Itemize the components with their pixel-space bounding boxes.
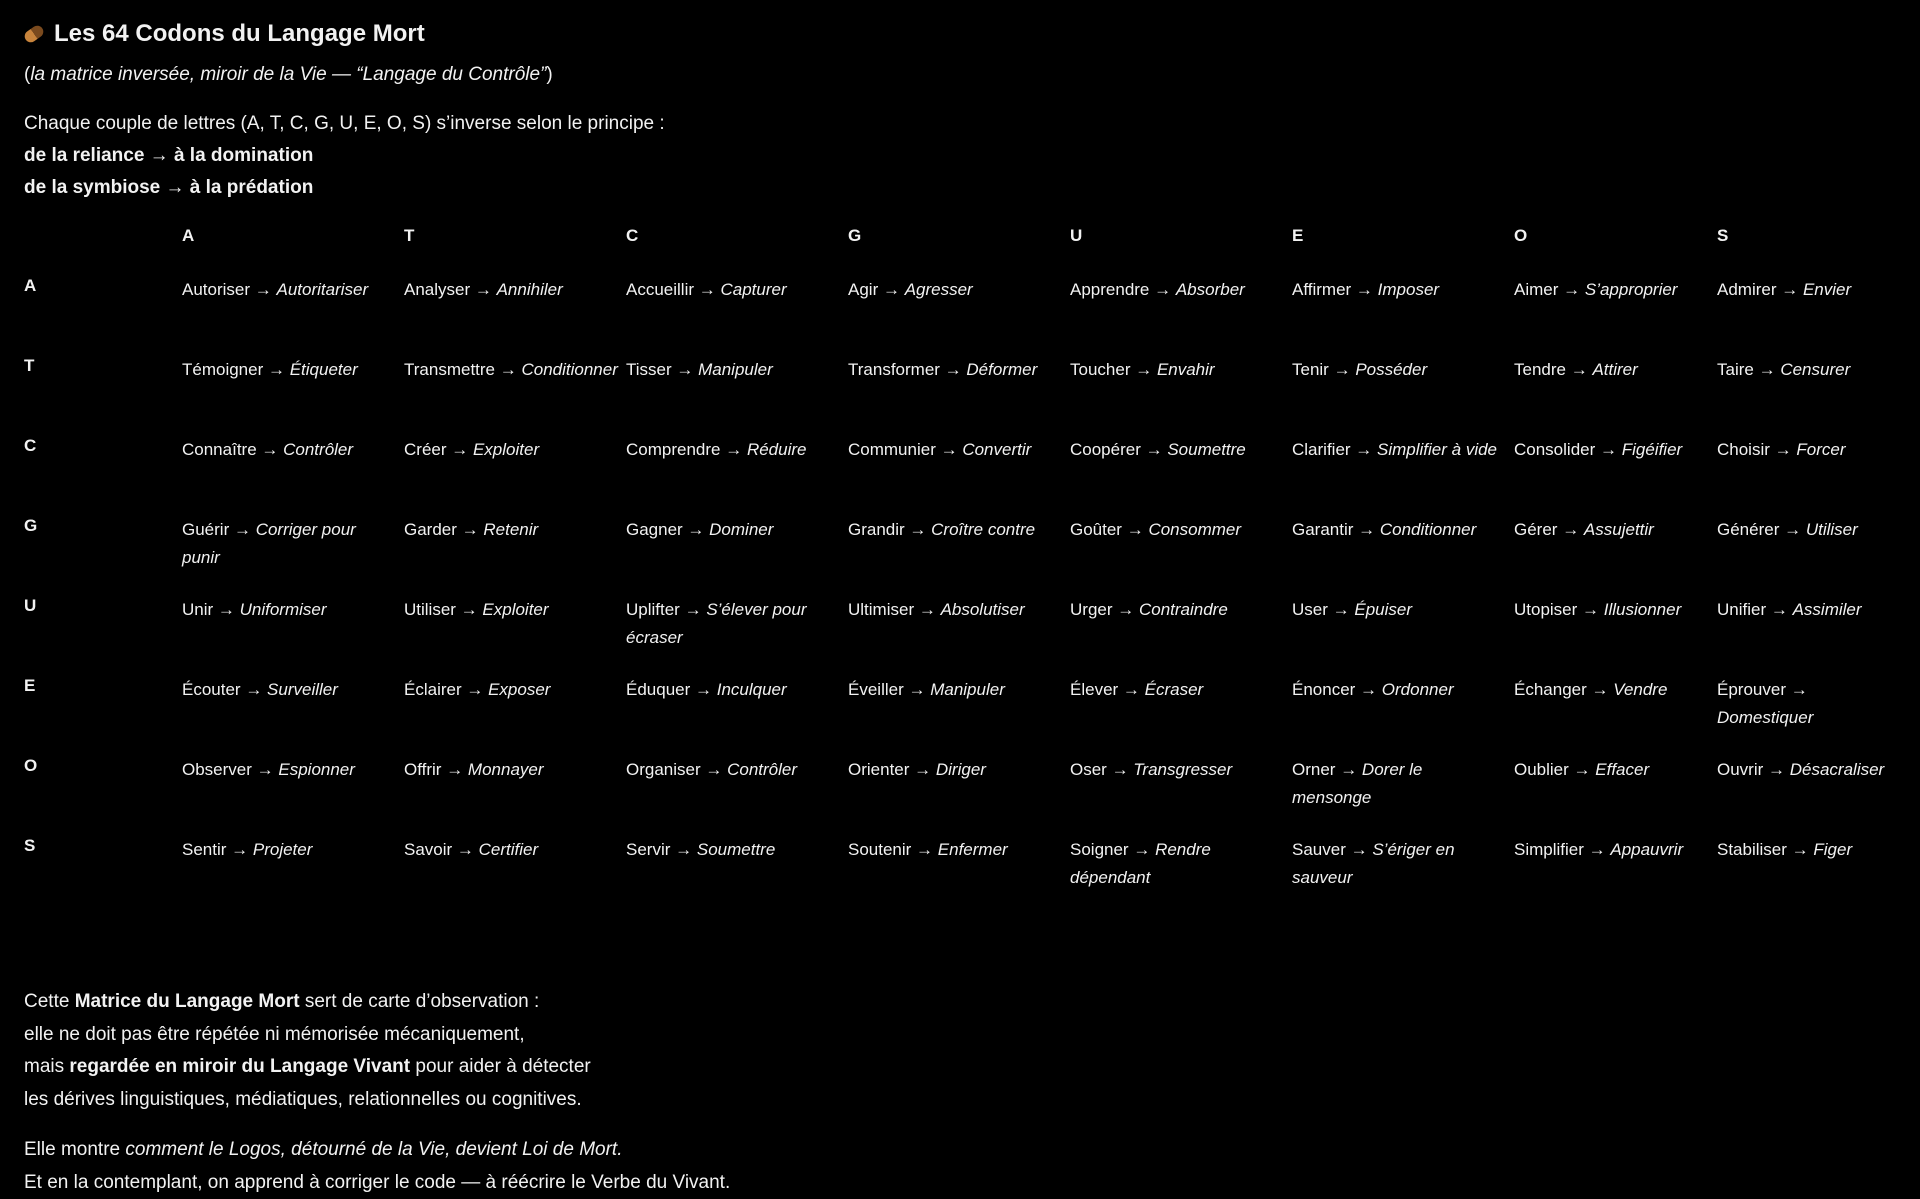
codon-to: Soumettre — [697, 840, 775, 859]
codon-cell: Sauver → S’ériger en sauveur — [1292, 830, 1514, 910]
codon-from: Analyser — [404, 280, 470, 299]
codon-to: Figer — [1813, 840, 1852, 859]
codon-from: Accueillir — [626, 280, 694, 299]
matrix-row — [24, 350, 1907, 430]
codon-to: Envier — [1803, 280, 1851, 299]
codon-cell: Organiser → Contrôler — [626, 750, 848, 830]
codon-from: Organiser — [626, 760, 701, 779]
pill-icon — [22, 23, 45, 44]
codon-from: Taire — [1717, 360, 1754, 379]
codon-cell: Coopérer → Soumettre — [1070, 430, 1292, 510]
codon-cell: Gérer → Assujettir — [1514, 510, 1717, 590]
codon-cell: Éprouver → Domestiquer — [1717, 670, 1907, 750]
codon-from: Clarifier — [1292, 440, 1351, 459]
subtitle-italic: la matrice inversée, miroir de la Vie — “Langage du Contrôle” — [30, 64, 546, 85]
codon-cell: Utopiser → Illusionner — [1514, 590, 1717, 670]
outro-text: sert de carte d’observation : — [300, 991, 540, 1012]
codon-to: Consommer — [1148, 520, 1241, 539]
codon-from: Simplifier — [1514, 840, 1584, 859]
matrix-row — [24, 830, 1907, 910]
codon-to: Autoritariser — [276, 280, 368, 299]
matrix-row — [24, 670, 1907, 750]
codon-from: Unifier — [1717, 600, 1766, 619]
codon-to: Utiliser — [1806, 520, 1858, 539]
codon-to: Absolutiser — [941, 600, 1025, 619]
codon-to: Étiqueter — [290, 360, 358, 379]
column-header: T — [404, 226, 626, 270]
outro-text: Cette — [24, 991, 75, 1012]
codon-from: Toucher — [1070, 360, 1130, 379]
outro-line-1 — [24, 986, 1920, 1019]
codon-to: Assimiler — [1793, 600, 1862, 619]
intro-line-2: de la reliance → à la domination — [24, 140, 1920, 172]
codon-cell: Apprendre → Absorber — [1070, 270, 1292, 350]
intro-line-3: de la symbiose → à la prédation — [24, 172, 1920, 204]
codon-cell: Élever → Écraser — [1070, 670, 1292, 750]
codon-matrix — [24, 226, 1907, 910]
codon-from: Stabiliser — [1717, 840, 1787, 859]
codon-to: Attirer — [1592, 360, 1637, 379]
codon-from: Éprouver — [1717, 680, 1786, 699]
codon-from: Garantir — [1292, 520, 1353, 539]
codon-to: Certifier — [479, 840, 539, 859]
codon-cell: Communier → Convertir — [848, 430, 1070, 510]
codon-to: Dorer le mensonge — [1292, 760, 1422, 807]
codon-to: Déformer — [966, 360, 1037, 379]
outro-bold: Matrice du Langage Mort — [75, 991, 300, 1012]
codon-from: Transmettre — [404, 360, 495, 379]
codon-from: Transformer — [848, 360, 940, 379]
codon-cell: Guérir → Corriger pour punir — [182, 510, 404, 590]
codon-to: Posséder — [1355, 360, 1427, 379]
codon-from: Comprendre — [626, 440, 721, 459]
subtitle — [24, 62, 1920, 88]
outro-italic: comment le Logos, détourné de la Vie, devient Loi de Mort. — [125, 1139, 622, 1160]
codon-cell: User → Épuiser — [1292, 590, 1514, 670]
codon-cell: Orienter → Diriger — [848, 750, 1070, 830]
row-header: O — [24, 750, 182, 830]
row-header: U — [24, 590, 182, 670]
codon-cell: Autoriser → Autoritariser — [182, 270, 404, 350]
codon-cell: Tisser → Manipuler — [626, 350, 848, 430]
codon-cell: Simplifier → Appauvrir — [1514, 830, 1717, 910]
matrix-body — [24, 270, 1907, 910]
codon-cell: Orner → Dorer le mensonge — [1292, 750, 1514, 830]
codon-from: Soutenir — [848, 840, 911, 859]
codon-to: Figéifier — [1622, 440, 1682, 459]
codon-to: Diriger — [936, 760, 986, 779]
codon-to: Exploiter — [473, 440, 539, 459]
codon-cell: Écouter → Surveiller — [182, 670, 404, 750]
codon-to: Transgresser — [1133, 760, 1232, 779]
codon-from: Écouter — [182, 680, 241, 699]
outro-line-4: les dérives linguistiques, médiatiques, relationnelles ou cognitives. — [24, 1084, 1920, 1117]
matrix-row — [24, 750, 1907, 830]
outro-closing — [24, 1134, 1920, 1199]
codon-from: Tenir — [1292, 360, 1329, 379]
codon-from: Soigner — [1070, 840, 1129, 859]
subtitle-close: ) — [546, 64, 552, 85]
codon-cell: Goûter → Consommer — [1070, 510, 1292, 590]
codon-from: Coopérer — [1070, 440, 1141, 459]
codon-to: Agresser — [905, 280, 973, 299]
codon-from: Admirer — [1717, 280, 1777, 299]
matrix-row — [24, 430, 1907, 510]
codon-from: Éduquer — [626, 680, 690, 699]
codon-cell: Échanger → Vendre — [1514, 670, 1717, 750]
row-header: E — [24, 670, 182, 750]
codon-from: Grandir — [848, 520, 905, 539]
intro-line-1: Chaque couple de lettres (A, T, C, G, U, E, O, S) s’inverse selon le principe : — [24, 108, 1920, 140]
codon-cell: Éclairer → Exposer — [404, 670, 626, 750]
codon-cell: Accueillir → Capturer — [626, 270, 848, 350]
codon-cell: Consolider → Figéifier — [1514, 430, 1717, 510]
column-header: O — [1514, 226, 1717, 270]
codon-from: Éveiller — [848, 680, 904, 699]
codon-to: Effacer — [1595, 760, 1649, 779]
codon-cell: Admirer → Envier — [1717, 270, 1907, 350]
codon-to: Réduire — [747, 440, 807, 459]
codon-from: Gagner — [626, 520, 683, 539]
codon-cell: Offrir → Monnayer — [404, 750, 626, 830]
codon-cell: Agir → Agresser — [848, 270, 1070, 350]
codon-from: Servir — [626, 840, 670, 859]
outro-text: mais — [24, 1056, 69, 1077]
column-header: C — [626, 226, 848, 270]
codon-from: Goûter — [1070, 520, 1122, 539]
codon-to: Domestiquer — [1717, 708, 1813, 727]
outro-text: Elle montre — [24, 1139, 125, 1160]
matrix-corner — [24, 226, 182, 270]
codon-to: Écraser — [1145, 680, 1204, 699]
codon-from: Utopiser — [1514, 600, 1577, 619]
codon-from: Connaître — [182, 440, 257, 459]
codon-cell: Soutenir → Enfermer — [848, 830, 1070, 910]
codon-from: Orienter — [848, 760, 909, 779]
codon-to: Convertir — [962, 440, 1031, 459]
codon-from: Urger — [1070, 600, 1113, 619]
codon-to: Absorber — [1176, 280, 1245, 299]
codon-cell: Aimer → S’approprier — [1514, 270, 1717, 350]
codon-cell: Taire → Censurer — [1717, 350, 1907, 430]
codon-to: Appauvrir — [1610, 840, 1683, 859]
codon-cell: Soigner → Rendre dépendant — [1070, 830, 1292, 910]
codon-to: Corriger pour punir — [182, 520, 356, 567]
outro-line-6: Et en la contemplant, on apprend à corriger le code — à réécrire le Verbe du Vivant. — [24, 1167, 1920, 1199]
codon-from: Guérir — [182, 520, 229, 539]
outro-line-2: elle ne doit pas être répétée ni mémorisée mécaniquement, — [24, 1019, 1920, 1052]
codon-from: Autoriser — [182, 280, 250, 299]
matrix-row — [24, 510, 1907, 590]
codon-cell: Gagner → Dominer — [626, 510, 848, 590]
column-header: G — [848, 226, 1070, 270]
outro-line-3 — [24, 1051, 1920, 1084]
codon-cell: Uplifter → S’élever pour écraser — [626, 590, 848, 670]
codon-cell: Urger → Contraindre — [1070, 590, 1292, 670]
codon-to: Annihiler — [497, 280, 563, 299]
codon-cell: Garder → Retenir — [404, 510, 626, 590]
codon-to: Exposer — [488, 680, 550, 699]
codon-from: Orner — [1292, 760, 1335, 779]
matrix-row — [24, 270, 1907, 350]
codon-cell: Sentir → Projeter — [182, 830, 404, 910]
codon-cell: Clarifier → Simplifier à vide — [1292, 430, 1514, 510]
codon-cell: Toucher → Envahir — [1070, 350, 1292, 430]
codon-cell: Éveiller → Manipuler — [848, 670, 1070, 750]
codon-cell: Stabiliser → Figer — [1717, 830, 1907, 910]
codon-to: Imposer — [1378, 280, 1439, 299]
column-header: U — [1070, 226, 1292, 270]
codon-to: Désacraliser — [1790, 760, 1884, 779]
codon-cell: Savoir → Certifier — [404, 830, 626, 910]
codon-cell: Unifier → Assimiler — [1717, 590, 1907, 670]
outro-text: pour aider à détecter — [410, 1056, 591, 1077]
subtitle-open: ( — [24, 64, 30, 85]
codon-to: Uniformiser — [240, 600, 327, 619]
row-header: S — [24, 830, 182, 910]
codon-from: Gérer — [1514, 520, 1557, 539]
codon-from: User — [1292, 600, 1328, 619]
outro-line-5 — [24, 1134, 1920, 1167]
codon-to: Vendre — [1613, 680, 1667, 699]
codon-from: Choisir — [1717, 440, 1770, 459]
codon-to: Monnayer — [468, 760, 544, 779]
codon-to: Espionner — [278, 760, 355, 779]
codon-to: Ordonner — [1382, 680, 1454, 699]
column-header: E — [1292, 226, 1514, 270]
codon-from: Apprendre — [1070, 280, 1149, 299]
codon-to: Projeter — [253, 840, 313, 859]
codon-to: Exploiter — [482, 600, 548, 619]
row-header: G — [24, 510, 182, 590]
codon-cell: Affirmer → Imposer — [1292, 270, 1514, 350]
codon-cell: Comprendre → Réduire — [626, 430, 848, 510]
codon-from: Ultimiser — [848, 600, 914, 619]
codon-cell: Éduquer → Inculquer — [626, 670, 848, 750]
codon-from: Créer — [404, 440, 447, 459]
codon-from: Échanger — [1514, 680, 1587, 699]
codon-from: Aimer — [1514, 280, 1558, 299]
codon-to: Manipuler — [698, 360, 773, 379]
codon-to: Conditionner — [521, 360, 617, 379]
codon-to: Conditionner — [1380, 520, 1476, 539]
codon-to: Simplifier à vide — [1377, 440, 1497, 459]
codon-from: Élever — [1070, 680, 1118, 699]
codon-from: Tisser — [626, 360, 672, 379]
codon-to: Illusionner — [1604, 600, 1682, 619]
codon-cell: Énoncer → Ordonner — [1292, 670, 1514, 750]
codon-to: Assujettir — [1584, 520, 1654, 539]
matrix-header-row — [24, 226, 1907, 270]
codon-from: Énoncer — [1292, 680, 1355, 699]
codon-cell: Témoigner → Étiqueter — [182, 350, 404, 430]
matrix-row — [24, 590, 1907, 670]
codon-to: S’élever pour écraser — [626, 600, 806, 647]
codon-cell: Connaître → Contrôler — [182, 430, 404, 510]
codon-to: Capturer — [720, 280, 786, 299]
codon-cell: Utiliser → Exploiter — [404, 590, 626, 670]
codon-to: S’ériger en sauveur — [1292, 840, 1455, 887]
codon-from: Offrir — [404, 760, 441, 779]
codon-from: Témoigner — [182, 360, 263, 379]
codon-cell: Ultimiser → Absolutiser — [848, 590, 1070, 670]
codon-to: Retenir — [483, 520, 538, 539]
codon-cell: Choisir → Forcer — [1717, 430, 1907, 510]
codon-cell: Tenir → Posséder — [1292, 350, 1514, 430]
codon-to: Contraindre — [1139, 600, 1228, 619]
codon-from: Agir — [848, 280, 878, 299]
row-header: A — [24, 270, 182, 350]
codon-cell: Générer → Utiliser — [1717, 510, 1907, 590]
page-title — [24, 14, 1920, 54]
outro-bold: regardée en miroir du Langage Vivant — [69, 1056, 410, 1077]
codon-cell: Observer → Espionner — [182, 750, 404, 830]
codon-cell: Créer → Exploiter — [404, 430, 626, 510]
codon-cell: Grandir → Croître contre — [848, 510, 1070, 590]
codon-from: Sauver — [1292, 840, 1346, 859]
codon-to: Envahir — [1157, 360, 1215, 379]
codon-from: Communier — [848, 440, 936, 459]
codon-cell: Analyser → Annihiler — [404, 270, 626, 350]
codon-cell: Servir → Soumettre — [626, 830, 848, 910]
codon-cell: Oublier → Effacer — [1514, 750, 1717, 830]
column-header: S — [1717, 226, 1907, 270]
codon-cell: Garantir → Conditionner — [1292, 510, 1514, 590]
column-header: A — [182, 226, 404, 270]
outro — [24, 986, 1920, 1116]
codon-from: Oser — [1070, 760, 1107, 779]
codon-from: Observer — [182, 760, 252, 779]
codon-from: Éclairer — [404, 680, 462, 699]
page-title-text: Les 64 Codons du Langage Mort — [54, 14, 425, 54]
codon-from: Utiliser — [404, 600, 456, 619]
codon-to: Surveiller — [267, 680, 338, 699]
codon-to: Manipuler — [930, 680, 1005, 699]
codon-to: Contrôler — [727, 760, 797, 779]
codon-from: Garder — [404, 520, 457, 539]
codon-to: Inculquer — [717, 680, 787, 699]
codon-cell: Unir → Uniformiser — [182, 590, 404, 670]
codon-from: Unir — [182, 600, 213, 619]
row-header: C — [24, 430, 182, 510]
codon-cell: Transmettre → Conditionner — [404, 350, 626, 430]
codon-from: Tendre — [1514, 360, 1566, 379]
codon-to: Épuiser — [1354, 600, 1412, 619]
codon-from: Ouvrir — [1717, 760, 1763, 779]
codon-from: Générer — [1717, 520, 1779, 539]
codon-to: Contrôler — [283, 440, 353, 459]
codon-from: Affirmer — [1292, 280, 1351, 299]
intro — [24, 108, 1920, 204]
row-header: T — [24, 350, 182, 430]
codon-to: Soumettre — [1167, 440, 1245, 459]
codon-cell: Oser → Transgresser — [1070, 750, 1292, 830]
codon-from: Consolider — [1514, 440, 1595, 459]
codon-to: Croître contre — [931, 520, 1035, 539]
codon-from: Uplifter — [626, 600, 680, 619]
codon-from: Sentir — [182, 840, 226, 859]
codon-to: Rendre dépendant — [1070, 840, 1211, 887]
codon-from: Savoir — [404, 840, 452, 859]
codon-cell: Transformer → Déformer — [848, 350, 1070, 430]
codon-to: Dominer — [709, 520, 773, 539]
codon-to: Enfermer — [938, 840, 1008, 859]
codon-cell: Ouvrir → Désacraliser — [1717, 750, 1907, 830]
codon-to: Censurer — [1780, 360, 1850, 379]
codon-from: Oublier — [1514, 760, 1569, 779]
codon-to: S’approprier — [1585, 280, 1678, 299]
codon-cell: Tendre → Attirer — [1514, 350, 1717, 430]
codon-to: Forcer — [1796, 440, 1845, 459]
